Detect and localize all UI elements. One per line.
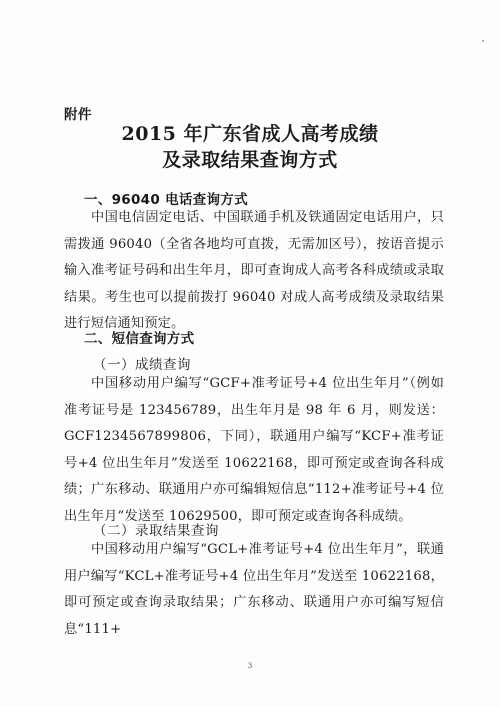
subheading-admission-query: （二）录取结果查询 [93,523,219,539]
subheading-score-query: （一）成绩查询 [93,357,191,373]
document-title-line-1: 2015 年广东省成人高考成绩 [121,123,379,145]
scan-speck [482,40,484,42]
paragraph-phone-query: 中国电信固定电话、中国联通手机及铁通固定电话用户，只需拨通 96040（全省各地均可直拨，无需加区号），按语音提示输入准考证号码和出生年月，即可查询成人高考各科成绩或录取结果。考生也可以提前拨打 96040 对成人高考成绩及录取结果进行短信通知预定。 [64,210,444,331]
section-heading-sms: 二、短信查询方式 [84,331,195,347]
paragraph-score-query: 中国移动用户编写“GCF+准考证号+4 位出生年月”（例如准考证号是 123456789，出生年月是 98 年 6 月，则发送：GCF1234567899806，下同），联通用户编写“KCF+准考证号+4 位出生年月”发送至 10622168，即可预定或查询各科成绩；广东移动、联通用户亦可编辑短信息“112+准考证号+4 位出生年月”发送至 10629500，即可预定或查询各科成绩。 [64,376,444,524]
paragraph-admission-query: 中国移动用户编写“GCL+准考证号+4 位出生年月”，联通用户编写“KCL+准考证号+4 位出生年月”发送至 10622168，即可预定或查询录取结果；广东移动、联通用户亦可编写短信息“111+ [64,542,444,637]
attachment-label: 附件 [64,107,92,123]
document-title-line-2: 及录取结果查询方式 [162,149,338,171]
section-heading-phone: 一、96040 电话查询方式 [84,192,248,208]
page-number: 3 [247,662,253,670]
